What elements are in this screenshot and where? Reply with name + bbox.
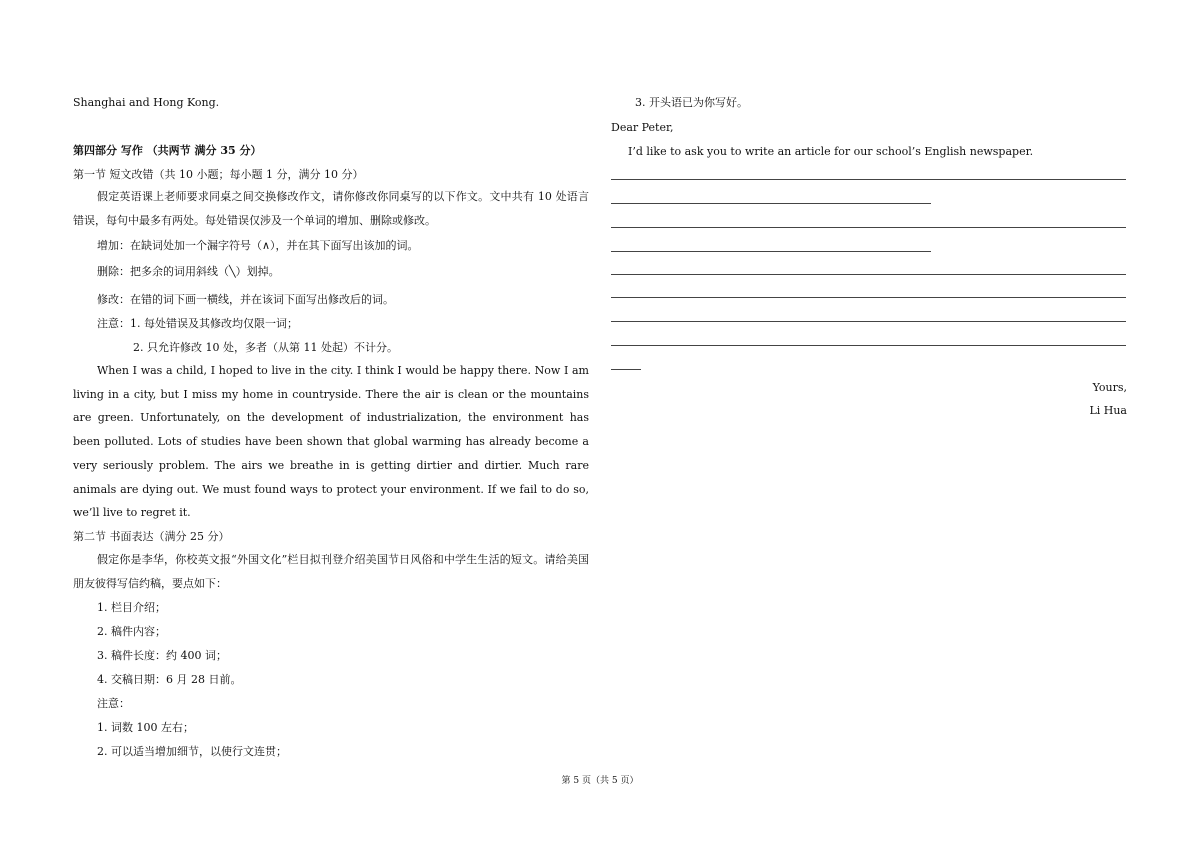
- writing-line[interactable]: [611, 227, 1126, 228]
- writing-line[interactable]: [611, 179, 1126, 180]
- point-1: 1. 栏目介绍；: [97, 601, 166, 614]
- writing-line[interactable]: [611, 297, 1126, 298]
- point-2: 2. 稿件内容；: [97, 625, 166, 638]
- section2-heading: 第二节 书面表达（满分 25 分）: [73, 530, 230, 543]
- writing-line[interactable]: [611, 251, 931, 252]
- add-rule: 增加：在缺词处加一个漏字符号（∧），并在其下面写出该加的词。: [97, 239, 419, 252]
- note-3: 3. 开头语已为你写好。: [635, 96, 748, 109]
- writing-line[interactable]: [611, 369, 641, 370]
- continuation-text: Shanghai and Hong Kong.: [73, 96, 220, 109]
- section1-heading: 第一节 短文改错（共 10 小题；每小题 1 分，满分 10 分）: [73, 168, 364, 181]
- page-number: 第 5 页（共 5 页）: [561, 776, 639, 786]
- opening-sentence: I’d like to ask you to write an article for our school’s English newspaper.: [628, 145, 1034, 158]
- section2-intro: 假定你是李华，你校英文报“外国文化”栏目拟刊登介绍美国节日风俗和中学生生活的短文。请给美国朋友彼得写信约稿，要点如下：: [73, 553, 589, 590]
- section1-intro: 假定英语课上老师要求同桌之间交换修改作文，请你修改你同桌写的以下作文。文中共有 10 处语言错误，每句中最多有两处。每处错误仅涉及一个单词的增加、删除或修改。: [73, 190, 589, 227]
- note-details: 2. 可以适当增加细节，以使行文连贯；: [97, 745, 287, 758]
- delete-rule: 删除：把多余的词用斜线（╲）划掉。: [97, 265, 280, 278]
- writing-line[interactable]: [611, 274, 1126, 275]
- signature: Li Hua: [1089, 404, 1127, 417]
- note-1: 注意：1. 每处错误及其修改均仅限一词；: [97, 317, 298, 330]
- part4-heading: 第四部分 写作 （共两节 满分 35 分）: [73, 144, 262, 157]
- notes-label: 注意：: [97, 697, 130, 710]
- writing-line[interactable]: [611, 203, 931, 204]
- closing: Yours,: [1092, 381, 1127, 394]
- error-correction-passage: When I was a child, I hoped to live in the city. I think I would be happy there. Now I am living in a city, but I miss my home in countryside. There the air is clean or the mountains are green. Unfortunately, on the development of industrialization, the environment has been polluted. Lots of studies have been shown that global warming has already become a very seriously problem. The airs we breathe in is getting dirtier and dirtier. Much rare animals are dying out. We must found ways to protect your environment. If we fail to do so, we’ll live to regret it.: [73, 364, 589, 520]
- writing-line[interactable]: [611, 345, 1126, 346]
- point-3: 3. 稿件长度：约 400 词；: [97, 649, 227, 662]
- point-4: 4. 交稿日期：6 月 28 日前。: [97, 673, 242, 686]
- writing-line[interactable]: [611, 321, 1126, 322]
- salutation: Dear Peter,: [611, 121, 674, 134]
- note-word-count: 1. 词数 100 左右；: [97, 721, 194, 734]
- note-2: 2. 只允许修改 10 处，多者（从第 11 处起）不计分。: [133, 341, 398, 354]
- modify-rule: 修改：在错的词下画一横线，并在该词下面写出修改后的词。: [97, 293, 394, 306]
